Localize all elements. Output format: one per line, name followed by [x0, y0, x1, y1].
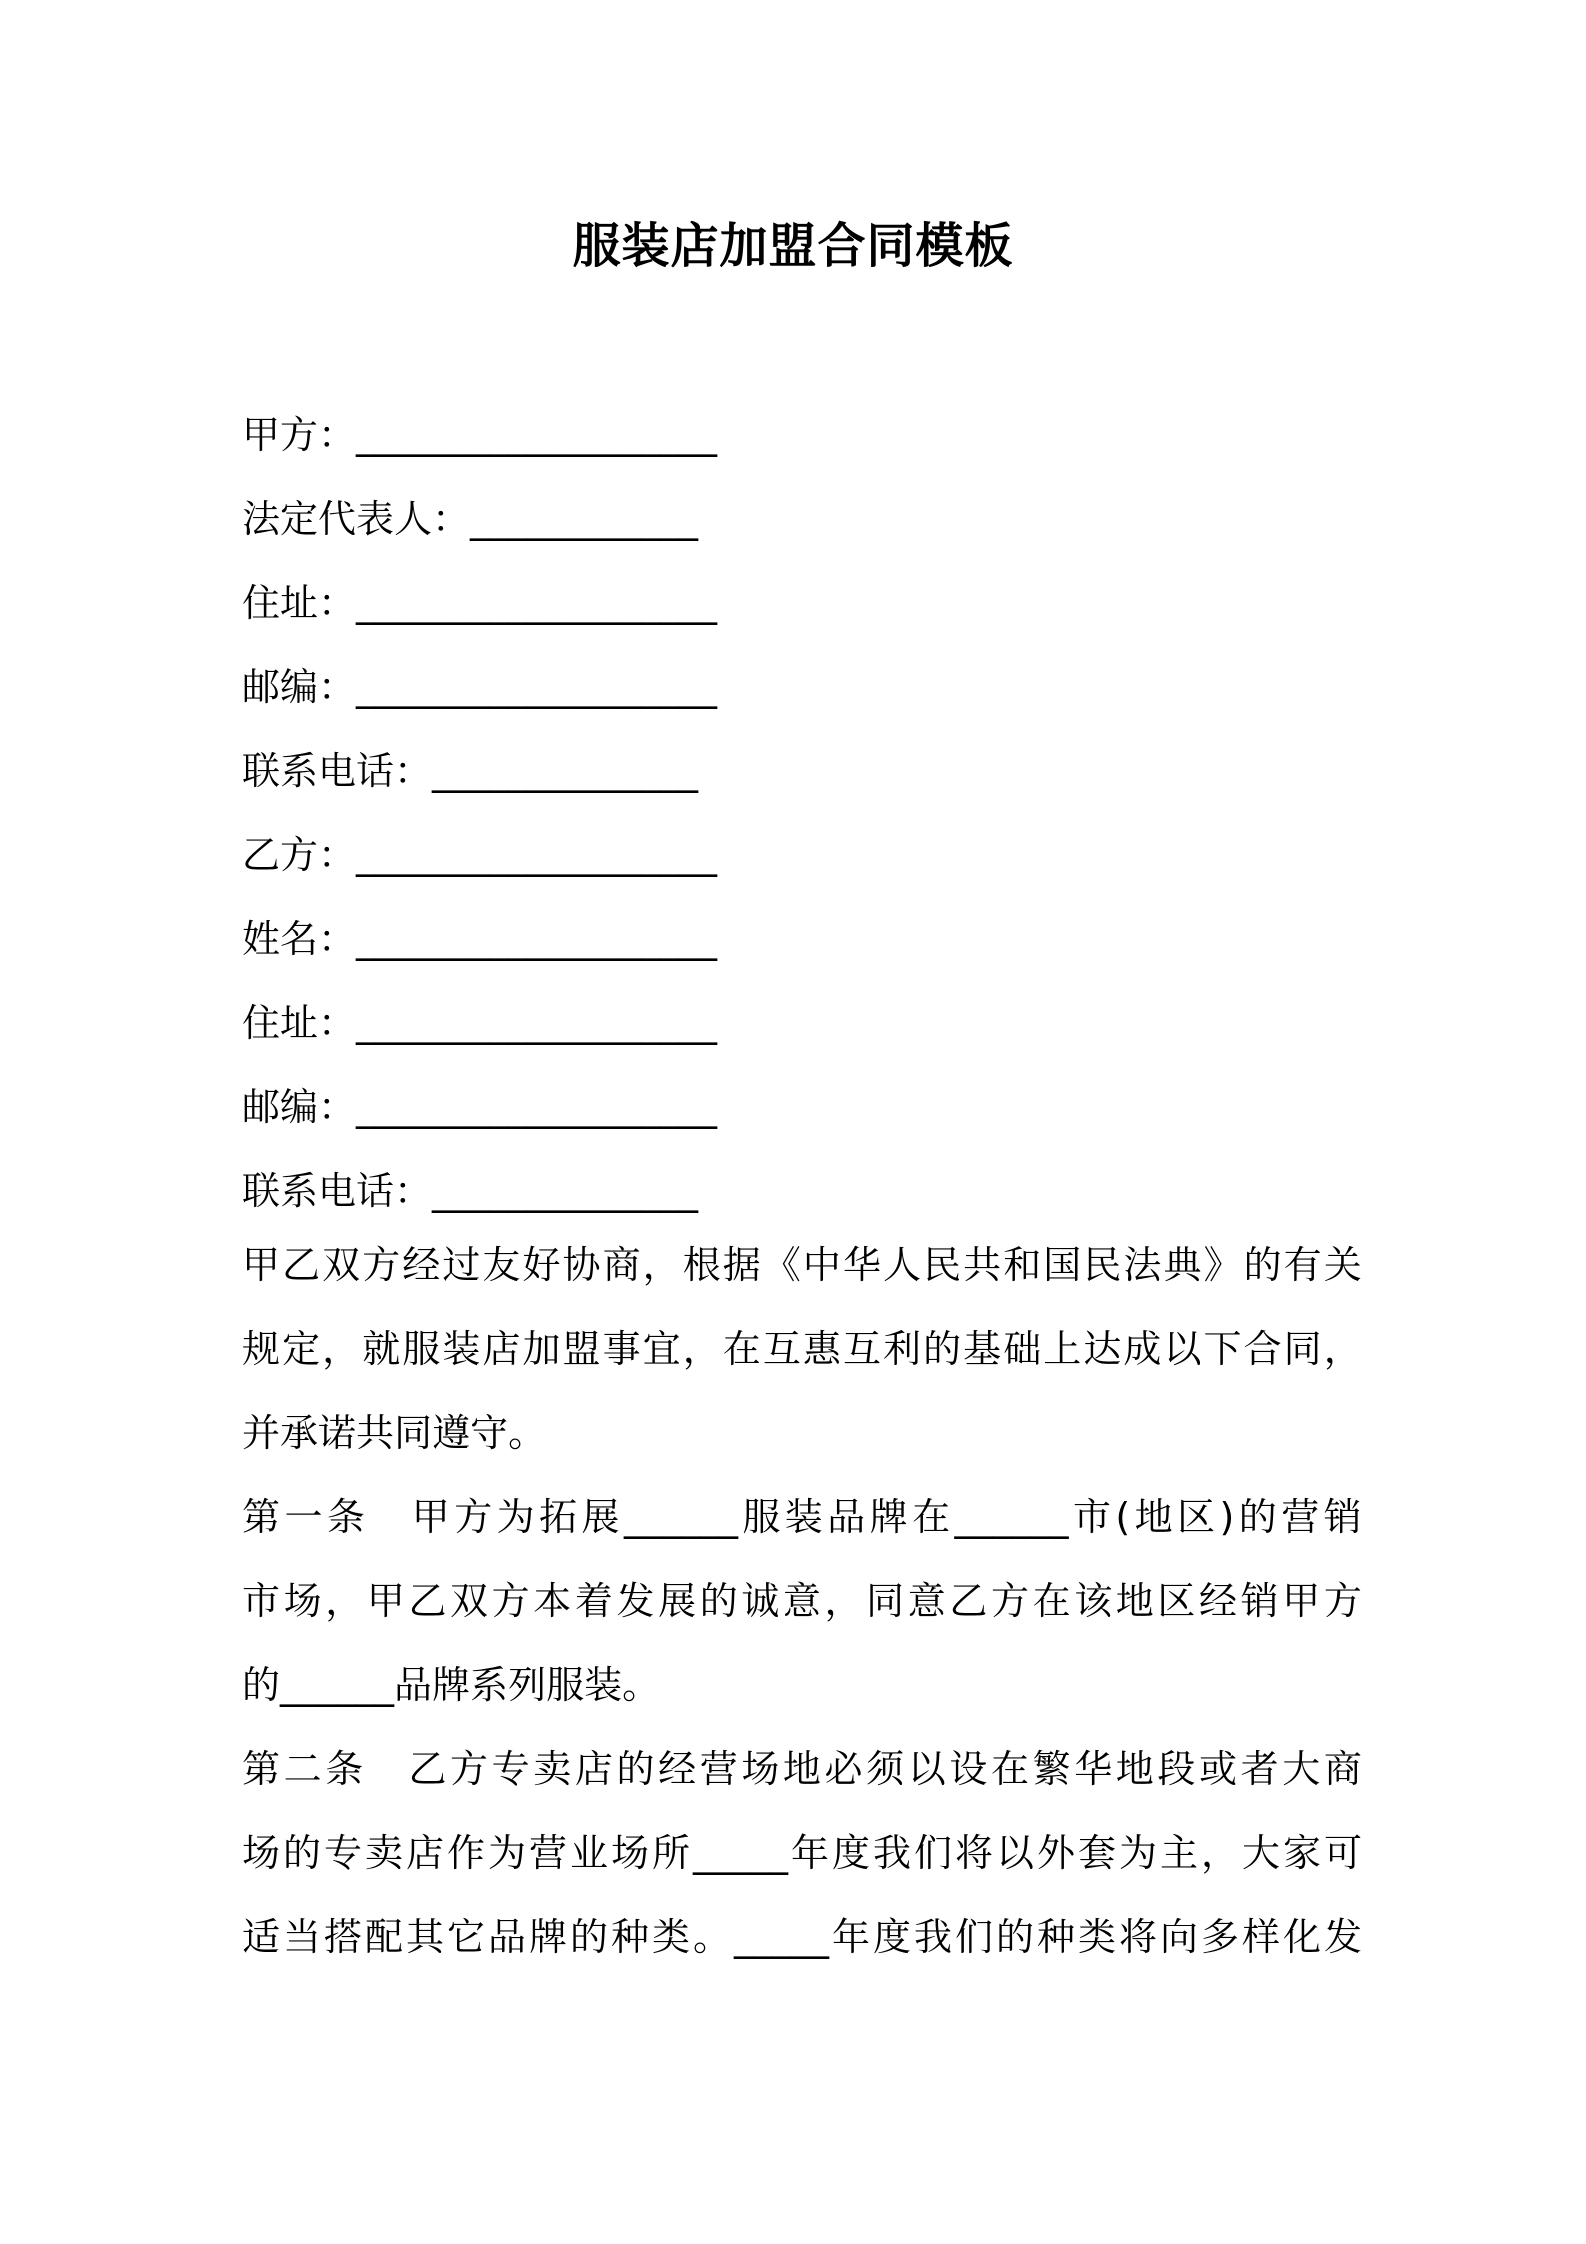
- body-text-run: 承: [280, 1411, 319, 1455]
- body-text-run: 共: [356, 1411, 395, 1455]
- body-text-run: 展: [581, 1495, 620, 1539]
- body-text-run: 场: [242, 1831, 281, 1875]
- body-text-run: 营: [699, 1747, 738, 1791]
- body-text-run: 并: [242, 1411, 281, 1455]
- body-text-run: 成: [1123, 1327, 1162, 1371]
- body-text-run: 卖: [365, 1831, 404, 1875]
- body-text-run: 向: [1159, 1915, 1198, 1959]
- party-info-section: [242, 405, 1362, 1245]
- body-text-run: 人: [883, 1243, 922, 1287]
- body-text-run: 的: [699, 1579, 738, 1623]
- body-text-run: 装: [784, 1495, 823, 1539]
- body-text-run: 服: [742, 1495, 781, 1539]
- body-text-run: 品: [394, 1663, 433, 1707]
- body-text-run: 可: [1323, 1831, 1362, 1875]
- body-text-run: 区: [1157, 1579, 1196, 1623]
- body-text-run: 达: [1083, 1327, 1122, 1371]
- body-text-run: 经: [1199, 1579, 1238, 1623]
- body-text-run: 大: [1241, 1831, 1280, 1875]
- body-text-run: 经: [658, 1747, 697, 1791]
- body-text-run: 年: [831, 1915, 870, 1959]
- body-text-run: 所: [652, 1831, 691, 1875]
- body-text-run: 销: [1323, 1495, 1362, 1539]
- party-b-postcode-field: 邮编：___________________: [242, 1085, 718, 1129]
- body-text-run: ，: [682, 1327, 721, 1371]
- body-text-run: ，: [1200, 1831, 1239, 1875]
- party-a-address-field: 住址：___________________: [242, 581, 718, 625]
- body-text-run: 民: [1083, 1243, 1122, 1287]
- body-line: [242, 1655, 1362, 1739]
- body-text-run: 为: [488, 1831, 527, 1875]
- body-text-run: 方: [454, 1495, 493, 1539]
- body-line: [242, 1571, 1362, 1655]
- body-text-run: 惠: [802, 1327, 841, 1371]
- body-text-run: 度: [872, 1915, 911, 1959]
- body-text-run: 区: [1177, 1495, 1216, 1539]
- body-text-run: 市: [1072, 1495, 1111, 1539]
- body-text-run: 。: [508, 1411, 547, 1455]
- body-text-run: 基: [963, 1327, 1002, 1371]
- body-text-run: 在: [990, 1747, 1029, 1791]
- body-text-run: 。: [693, 1915, 732, 1959]
- body-text-run: 地: [1115, 1579, 1154, 1623]
- body-text-run: 第: [242, 1747, 281, 1791]
- body-text-run: 互: [842, 1327, 881, 1371]
- body-text-run: ，: [322, 1327, 361, 1371]
- body-text-run: 守: [470, 1411, 509, 1455]
- body-text-run: 主: [1159, 1831, 1198, 1875]
- body-text-run: 在: [912, 1495, 951, 1539]
- body-text-run: 卖: [533, 1747, 572, 1791]
- body-text-run: 地: [1115, 1747, 1154, 1791]
- body-text-run: 国: [1043, 1243, 1082, 1287]
- body-text-run: 条: [326, 1495, 365, 1539]
- body-text-run: 家: [1282, 1831, 1321, 1875]
- body-text-run: 互: [762, 1327, 801, 1371]
- body-text-run: 品: [827, 1495, 866, 1539]
- body-text-run: (: [1115, 1495, 1131, 1539]
- body-text-run: 典: [1163, 1243, 1202, 1287]
- body-text-run: 事: [602, 1327, 641, 1371]
- body-text-run: 》: [1203, 1243, 1242, 1287]
- body-text-run: 发: [616, 1579, 655, 1623]
- body-text-run: 《: [762, 1243, 801, 1287]
- body-text-run: _____: [734, 1915, 829, 1959]
- body-text-run: 方: [491, 1579, 530, 1623]
- party-b-name-field: 姓名：___________________: [242, 917, 718, 961]
- body-text-run: 二: [283, 1747, 322, 1791]
- body-text-run: 业: [570, 1831, 609, 1875]
- contract-body: [242, 1235, 1362, 1991]
- body-text-run: 外: [1036, 1831, 1075, 1875]
- body-text-run: 或: [1199, 1747, 1238, 1791]
- body-text-run: 样: [1241, 1915, 1280, 1959]
- body-text-run: 甲: [411, 1495, 450, 1539]
- body-text-run: 方: [1323, 1579, 1362, 1623]
- body-text-run: 就: [362, 1327, 401, 1371]
- body-text-run: 华: [842, 1243, 881, 1287]
- legal-representative-field: 法定代表人：____________: [242, 497, 699, 541]
- body-text-run: 关: [1323, 1243, 1362, 1287]
- body-text-run: 专: [491, 1747, 530, 1791]
- body-text-run: ，: [325, 1579, 364, 1623]
- body-text-run: 服: [546, 1663, 585, 1707]
- body-text-run: 础: [1003, 1327, 1042, 1371]
- body-text-run: 作: [447, 1831, 486, 1875]
- body-text-run: 当: [283, 1915, 322, 1959]
- body-text-run: ，: [824, 1579, 863, 1623]
- body-text-run: 友: [482, 1243, 521, 1287]
- body-text-run: 牌: [432, 1663, 471, 1707]
- body-text-run: 商: [602, 1243, 641, 1287]
- body-text-run: 有: [1283, 1243, 1322, 1287]
- body-text-run: 者: [1240, 1747, 1279, 1791]
- body-text-run: 宜: [642, 1327, 681, 1371]
- body-text-run: 我: [913, 1915, 952, 1959]
- body-text-run: 方: [450, 1747, 489, 1791]
- body-text-run: 着: [574, 1579, 613, 1623]
- body-text-run: 的: [923, 1327, 962, 1371]
- body-text-run: 将: [1118, 1915, 1157, 1959]
- body-line: [242, 1235, 1362, 1319]
- body-text-run: 和: [1003, 1243, 1042, 1287]
- body-text-run: 设: [949, 1747, 988, 1791]
- body-text-run: 品: [488, 1915, 527, 1959]
- body-text-run: ______: [954, 1495, 1069, 1539]
- body-text-run: 的: [570, 1915, 609, 1959]
- body-text-run: 协: [562, 1243, 601, 1287]
- body-text-run: 的: [1243, 1243, 1282, 1287]
- body-text-run: 为: [496, 1495, 535, 1539]
- body-text-run: 条: [325, 1747, 364, 1791]
- body-line: [242, 1739, 1362, 1823]
- body-text-run: 牌: [529, 1915, 568, 1959]
- body-text-run: 销: [1240, 1579, 1279, 1623]
- body-text-run: 专: [324, 1831, 363, 1875]
- body-text-run: 化: [1282, 1915, 1321, 1959]
- body-text-run: 双: [450, 1579, 489, 1623]
- body-text-run: 度: [831, 1831, 870, 1875]
- body-text-run: 同: [1283, 1327, 1322, 1371]
- body-text-run: 场: [741, 1747, 780, 1791]
- body-text-run: 本: [533, 1579, 572, 1623]
- body-text-run: ): [1219, 1495, 1235, 1539]
- body-text-run: 搭: [324, 1915, 363, 1959]
- body-text-run: 服: [402, 1327, 441, 1371]
- body-text-run: 牌: [869, 1495, 908, 1539]
- body-text-run: 地: [782, 1747, 821, 1791]
- party-b-address-field: 住址：___________________: [242, 1001, 718, 1045]
- body-text-run: 民: [923, 1243, 962, 1287]
- body-text-run: 展: [658, 1579, 697, 1623]
- body-text-run: 合: [1243, 1327, 1282, 1371]
- body-text-run: 华: [1074, 1747, 1113, 1791]
- body-text-run: 上: [1043, 1327, 1082, 1371]
- body-text-run: 的: [616, 1747, 655, 1791]
- body-line: [242, 1823, 1362, 1907]
- body-text-run: 法: [1123, 1243, 1162, 1287]
- body-text-run: 甲: [242, 1243, 281, 1287]
- body-text-run: 乙: [282, 1243, 321, 1287]
- body-text-run: 共: [963, 1243, 1002, 1287]
- body-text-run: 方: [362, 1243, 401, 1287]
- party-a-phone-field: 联系电话：______________: [242, 749, 699, 793]
- body-text-run: 种: [1036, 1915, 1075, 1959]
- body-text-run: 店: [574, 1747, 613, 1791]
- body-text-run: 类: [652, 1915, 691, 1959]
- body-text-run: 乙: [949, 1579, 988, 1623]
- body-text-run: 的: [283, 1831, 322, 1875]
- body-text-run: ______: [280, 1663, 395, 1707]
- body-text-run: 盟: [562, 1327, 601, 1371]
- body-text-run: 营: [529, 1831, 568, 1875]
- body-text-run: 中: [802, 1243, 841, 1287]
- body-text-run: 地: [1134, 1495, 1173, 1539]
- body-text-run: 将: [954, 1831, 993, 1875]
- body-text-run: 们: [954, 1915, 993, 1959]
- body-text-run: 繁: [1032, 1747, 1071, 1791]
- body-text-run: 诺: [318, 1411, 357, 1455]
- body-text-run: 在: [722, 1327, 761, 1371]
- body-text-run: 类: [1077, 1915, 1116, 1959]
- body-text-run: 们: [913, 1831, 952, 1875]
- body-text-run: 种: [611, 1915, 650, 1959]
- body-text-run: 下: [1203, 1327, 1242, 1371]
- body-line: [242, 1487, 1362, 1571]
- body-text-run: 的: [1238, 1495, 1277, 1539]
- body-text-run: 该: [1074, 1579, 1113, 1623]
- body-text-run: 双: [322, 1243, 361, 1287]
- body-text-run: 它: [447, 1915, 486, 1959]
- body-text-run: ，: [1323, 1327, 1362, 1371]
- body-text-run: 乙: [408, 1747, 447, 1791]
- party-a-field: 甲方：___________________: [242, 413, 718, 457]
- body-text-run: 定: [282, 1327, 321, 1371]
- page-title: 服装店加盟合同模板: [572, 218, 1014, 274]
- body-text-run: 段: [1157, 1747, 1196, 1791]
- body-text-run: 根: [682, 1243, 721, 1287]
- body-text-run: 拓: [539, 1495, 578, 1539]
- body-line: [242, 1319, 1362, 1403]
- body-line: [242, 1907, 1362, 1991]
- body-text-run: 发: [1323, 1915, 1362, 1959]
- body-text-run: 。: [622, 1663, 661, 1707]
- body-text-run: 系: [470, 1663, 509, 1707]
- body-text-run: 以: [995, 1831, 1034, 1875]
- body-text-run: 装: [442, 1327, 481, 1371]
- party-b-field: 乙方：___________________: [242, 833, 718, 877]
- body-text-run: 意: [907, 1579, 946, 1623]
- body-text-run: 一: [284, 1495, 323, 1539]
- body-text-run: 须: [866, 1747, 905, 1791]
- body-text-run: 甲: [366, 1579, 405, 1623]
- body-text-run: [369, 1487, 407, 1571]
- body-text-run: 利: [883, 1327, 922, 1371]
- body-text-run: 市: [242, 1579, 281, 1623]
- body-text-run: 列: [508, 1663, 547, 1707]
- body-text-run: 店: [482, 1327, 521, 1371]
- body-text-run: 同: [866, 1579, 905, 1623]
- body-text-run: 商: [1323, 1747, 1362, 1791]
- body-text-run: 方: [990, 1579, 1029, 1623]
- body-text-run: 场: [611, 1831, 650, 1875]
- body-text-run: 店: [406, 1831, 445, 1875]
- party-b-phone-field: 联系电话：______________: [242, 1169, 699, 1213]
- body-text-run: 必: [824, 1747, 863, 1791]
- body-text-run: 套: [1077, 1831, 1116, 1875]
- body-text-run: 经: [402, 1243, 441, 1287]
- body-text-run: _____: [693, 1831, 788, 1875]
- party-a-postcode-field: 邮编：___________________: [242, 665, 718, 709]
- body-text-run: 同: [394, 1411, 433, 1455]
- body-text-run: 乙: [408, 1579, 447, 1623]
- body-text-run: 营: [1281, 1495, 1320, 1539]
- body-text-run: 规: [242, 1327, 281, 1371]
- body-text-run: 装: [584, 1663, 623, 1707]
- body-text-run: 诚: [741, 1579, 780, 1623]
- body-text-run: 其: [406, 1915, 445, 1959]
- body-text-run: 大: [1282, 1747, 1321, 1791]
- body-text-run: ______: [623, 1495, 738, 1539]
- body-text-run: 在: [1032, 1579, 1071, 1623]
- body-text-run: 为: [1118, 1831, 1157, 1875]
- body-text-run: 我: [872, 1831, 911, 1875]
- body-text-run: 遵: [432, 1411, 471, 1455]
- body-text-run: 年: [790, 1831, 829, 1875]
- body-text-run: 好: [522, 1243, 561, 1287]
- body-text-run: 过: [442, 1243, 481, 1287]
- body-text-run: 配: [365, 1915, 404, 1959]
- body-line: [242, 1403, 1362, 1487]
- body-text-run: 甲: [1282, 1579, 1321, 1623]
- body-text-run: 加: [522, 1327, 561, 1371]
- body-text-run: [367, 1739, 405, 1823]
- body-text-run: 意: [782, 1579, 821, 1623]
- body-text-run: 适: [242, 1915, 281, 1959]
- body-text-run: ，: [642, 1243, 681, 1287]
- body-text-run: 以: [907, 1747, 946, 1791]
- body-text-run: 的: [995, 1915, 1034, 1959]
- body-text-run: 的: [242, 1663, 281, 1707]
- body-text-run: 第: [242, 1495, 281, 1539]
- body-text-run: 多: [1200, 1915, 1239, 1959]
- body-text-run: 场: [283, 1579, 322, 1623]
- body-text-run: 以: [1163, 1327, 1202, 1371]
- body-text-run: 据: [722, 1243, 761, 1287]
